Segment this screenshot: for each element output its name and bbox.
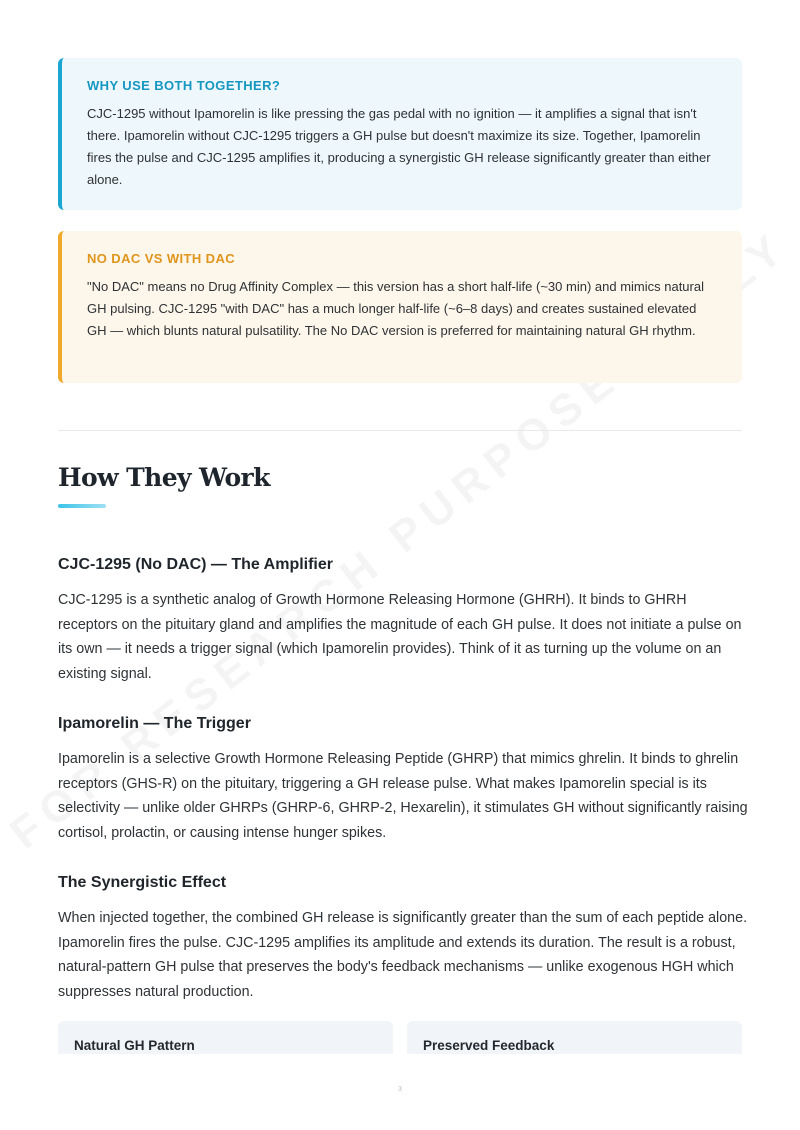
callout-title: WHY USE BOTH TOGETHER? [87,78,281,93]
section-title-underline [58,504,106,508]
subsection-heading-trigger: Ipamorelin — The Trigger [58,715,251,732]
callout-body: "No DAC" means no Drug Affinity Complex — this version has a short half-life (~30 min) and mimics natural GH pulsing. CJC-1295 "with DAC" has a much longer half-life (~6–8 days) and creates sustained elevated GH — which blunts natural pulsatility. The No DAC version is preferred for maintaining natural GH rhythm. [87,279,704,338]
callout-body: CJC-1295 without Ipamorelin is like pressing the gas pedal with no ignition — it amplifies a signal that isn't there. Ipamorelin without CJC-1295 triggers a GH pulse but doesn't maximize its size. Together, Ipamorelin fires the pulse and CJC-1295 amplifies it, producing a synergistic GH release significantly greater than either alone. [87,106,711,187]
subsection-heading-synergy: The Synergistic Effect [58,874,227,891]
callout-why-use-both [58,58,742,210]
card-preserved-feedback: Preserved Feedback [407,1021,742,1054]
subsection-heading-amplifier: CJC-1295 (No DAC) — The Amplifier [58,556,333,573]
section-title: How They Work [58,463,270,492]
subsection-body-amplifier: CJC-1295 is a synthetic analog of Growth Hormone Releasing Hormone (GHRH). It binds to GHRH receptors on the pituitary gland and amplifies the magnitude of each GH pulse. It does not initiate a pulse on its own — it needs a trigger signal (which Ipamorelin provides). Think of it as turning up the volume on an existing signal. [58,592,742,682]
section-divider [58,430,742,431]
subsection-body-trigger: Ipamorelin is a selective Growth Hormone Releasing Peptide (GHRP) that mimics ghrelin. It binds to ghrelin receptors (GHS-R) on the pituitary, triggering a GH release pulse. What makes Ipamorelin special is its selectivity — unlike older GHRPs (GHRP-6, GHRP-2, Hexarelin), it stimulates GH without significantly raising cortisol, prolactin, or causing intense hunger spikes. [58,751,748,841]
page-number: 3 [398,1086,402,1093]
card-natural-gh-pattern: Natural GH Pattern [58,1021,393,1054]
callout-no-dac-vs-dac [58,231,742,383]
callout-title: NO DAC VS WITH DAC [87,251,236,266]
subsection-body-synergy: When injected together, the combined GH release is significantly greater than the sum of each peptide alone. Ipamorelin fires the pulse. CJC-1295 amplifies its amplitude and extends its duration. The result is a robust, natural-pattern GH pulse that preserves the body's feedback mechanisms — unlike exogenous HGH which suppresses natural production. [58,910,748,1000]
